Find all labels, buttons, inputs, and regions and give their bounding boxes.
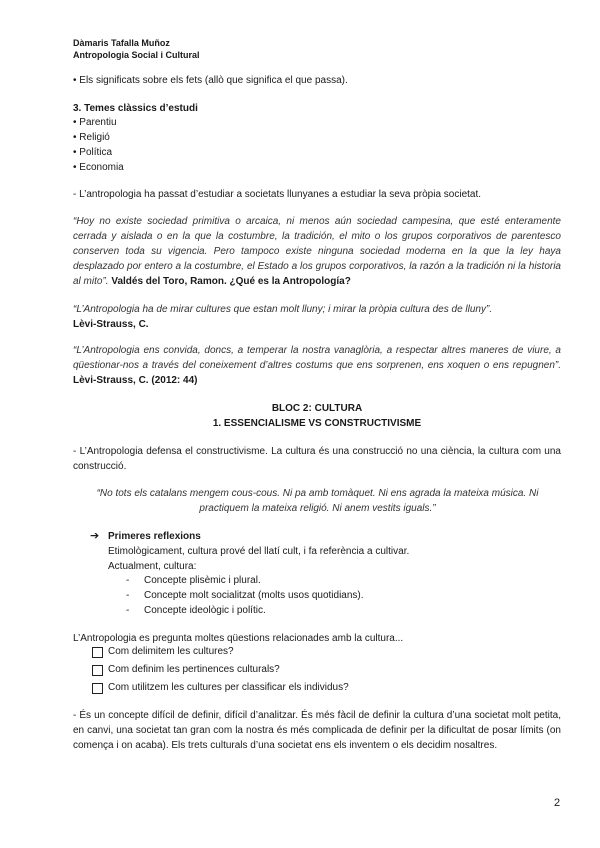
quote-catalans: “No tots els catalans mengem cous-cous. Ni pa amb tomàquet. Ni ens agrada la mateixa música. Ni practiquem la mateixa religió. Ni anem vestits iguals.”	[96, 488, 539, 514]
section-3-item: • Religió	[73, 132, 110, 143]
constructivism-paragraph: - L’Antropologia defensa el constructivisme. La cultura és una construcció no una ciència, la cultura com una construcció.	[73, 446, 561, 472]
checkbox-icon[interactable]	[92, 683, 103, 694]
header-course: Antropologia Social i Cultural	[73, 50, 200, 60]
dash-bullet: -	[126, 575, 130, 586]
question-item: Com utilitzem les cultures per classificar els individus?	[108, 682, 349, 693]
section-3-item: • Economia	[73, 162, 124, 173]
reflexions-heading	[90, 529, 201, 544]
bloc-title: BLOC 2: CULTURA	[271, 403, 363, 414]
reflexions-list-item	[126, 588, 364, 603]
checkbox-icon[interactable]	[92, 647, 103, 658]
study-paragraph: - L’antropologia ha passat d’estudiar a societats llunyanes a estudiar la seva pròpia societat.	[73, 189, 482, 200]
reflexions-item-text: Concepte ideològic i polític.	[144, 605, 266, 616]
reflexions-item-text: Concepte plisèmic i plural.	[144, 575, 261, 586]
reflexions-title: Primeres reflexions	[108, 531, 201, 542]
quote-valdes-text: “Hoy no existe sociedad primitiva o arcaica, ni menos aún sociedad campesina, que esté enteramente cerrada y aislada o en la que la costumbre, la tradición, el mito o los grupos corporativos de parentesco conserven toda su vigencia. Pero tampoco existe ninguna sociedad moderna en la que la ley haya desplazado por entero a la costumbre, el Estado a los grupos corporativos, la razón a la tradición ni la historia al mito”.	[73, 216, 561, 287]
reflexions-line-1: Etimològicament, cultura prové del llatí cult, i fa referència a cultivar.	[108, 546, 410, 557]
questions-intro: L’Antropologia es pregunta moltes qüestions relacionades amb la cultura...	[73, 633, 404, 644]
intro-bullet: • Els significats sobre els fets (allò que significa el que passa).	[73, 75, 348, 86]
reflexions-item-text: Concepte molt socialitzat (molts usos quotidians).	[144, 590, 364, 601]
dash-bullet: -	[126, 590, 130, 601]
quote-valdes	[73, 214, 561, 289]
arrow-right-icon: ➔	[90, 530, 100, 542]
reflexions-line-2: Actualment, cultura:	[108, 561, 197, 572]
reflexions-list-item	[126, 603, 266, 618]
bloc-subtitle: 1. ESSENCIALISME VS CONSTRUCTIVISME	[212, 418, 422, 429]
question-item: Com definim les pertinences culturals?	[108, 664, 280, 675]
dash-bullet: -	[126, 605, 130, 616]
reflexions-list-item	[126, 573, 261, 588]
question-item: Com delimitem les cultures?	[108, 646, 234, 657]
quote-levi-2-source: Lèvi-Strauss, C. (2012: 44)	[73, 375, 198, 386]
header-author: Dàmaris Tafalla Muñoz	[73, 38, 170, 48]
quote-levi-2	[73, 343, 561, 388]
quote-levi-2-text: “L’Antropologia ens convida, doncs, a temperar la nostra vanaglòria, a respectar altres maneres de viure, a qüestionar-nos a través del coneixement d’altres costums que ens sorprenen, ens xoquen o ens repugnen”.	[73, 345, 561, 371]
checkbox-icon[interactable]	[92, 665, 103, 676]
quote-valdes-source: Valdés del Toro, Ramon. ¿Qué es la Antropología?	[111, 276, 351, 287]
page-number: 2	[554, 797, 561, 809]
quote-levi-1-source: Lèvi-Strauss, C.	[73, 319, 149, 330]
quote-levi-1-text: “L’Antropologia ha de mirar cultures que estan molt lluny; i mirar la pròpia cultura des de lluny”.	[73, 304, 493, 315]
section-3-item: • Parentiu	[73, 117, 117, 128]
section-3-title: 3. Temes clàssics d’estudi	[73, 103, 198, 114]
concept-paragraph: - És un concepte difícil de definir, difícil d’analitzar. És més fàcil de definir la cultura d’una societat molt petita, en canvi, una societat tan gran com la nostra és més complicada de definir per la dificultat de posar límits (on comença i on acaba). Els trets culturals d’una societat ens els inventem o els decidim nosaltres.	[73, 710, 561, 751]
section-3-item: • Política	[73, 147, 113, 158]
